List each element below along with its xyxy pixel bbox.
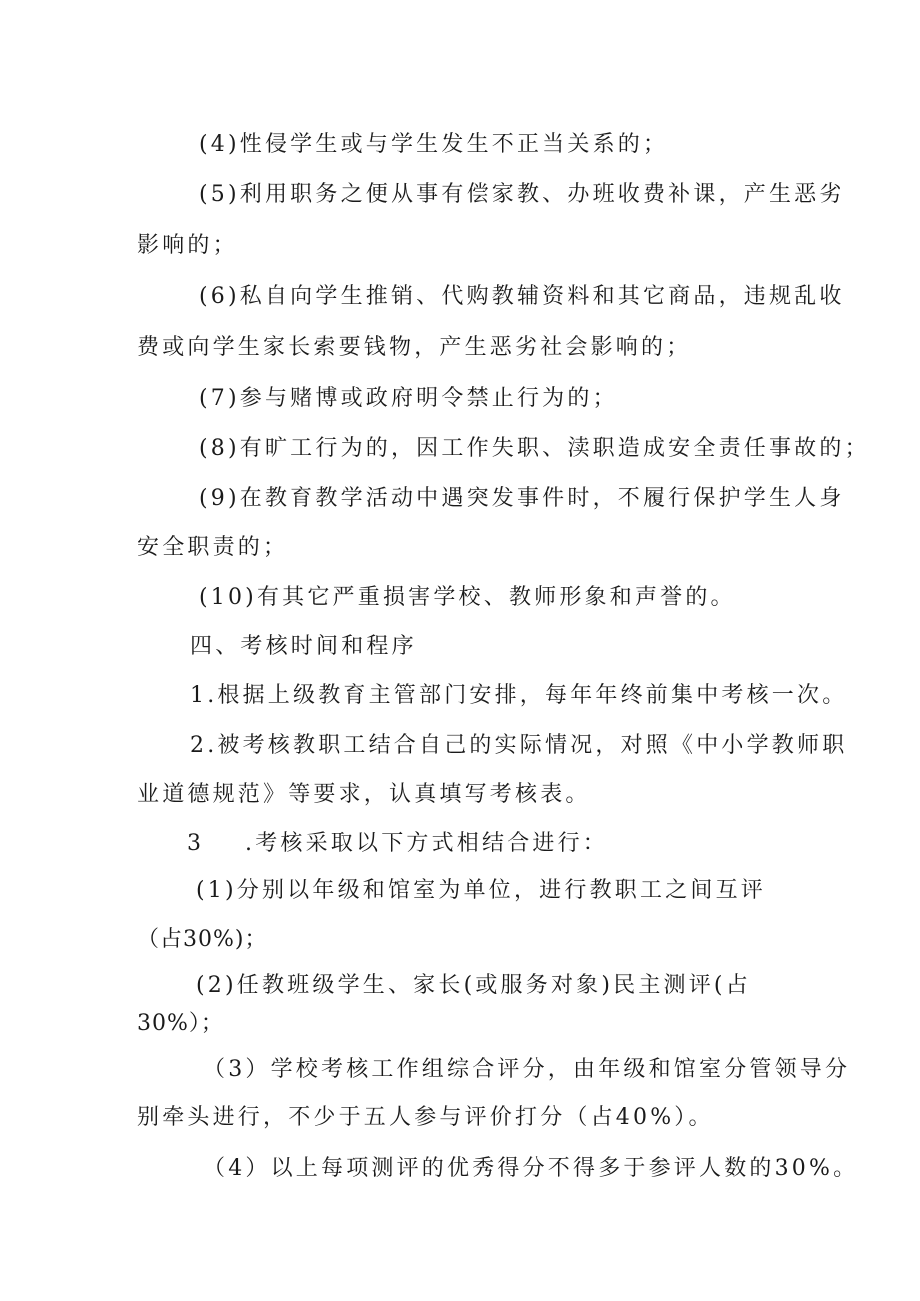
text-line: (8)有旷工行为的，因工作失职、渎职造成安全责任事故的； [199,436,870,461]
text-line: .考核采取以下方式相结合进行： [245,831,608,856]
text-line: 影响的； [137,233,238,258]
text-line: （3）学校考核工作组综合评分，由年级和馆室分管领导分 [203,1057,851,1082]
text-line: 安全职责的； [137,535,289,560]
text-line: (4)性侵学生或与学生发生不正当关系的； [199,132,669,157]
text-line: 别牵头进行，不少于五人参与评价打分（占40%）。 [137,1105,714,1130]
text-line: (2)任教班级学生、家长(或服务对象)民主测评(占 [196,973,751,998]
text-line: 业道德规范》等要求，认真填写考核表。 [137,782,591,807]
list-number: 3 [187,831,205,856]
text-line: 1.根据上级教育主管部门安排，每年年终前集中考核一次。 [190,683,848,708]
section-heading: 四、考核时间和程序 [190,634,417,659]
text-line: （4）以上每项测评的优秀得分不得多于参评人数的30%。 [203,1156,859,1181]
text-line: (1)分别以年级和馆室为单位，进行教职工之间互评 [196,878,766,903]
text-line: 费或向学生家长索要钱物，产生恶劣社会影响的； [137,335,692,360]
text-line: 2.被考核教职工结合自己的实际情况，对照《中小学教师职 [190,733,848,758]
text-line: (6)私自向学生推销、代购教辅资料和其它商品，违规乱收 [199,284,845,309]
text-line: (7)参与赌博或政府明令禁止行为的； [199,386,618,411]
text-line: （占30%)； [137,927,268,952]
text-line: (5)利用职务之便从事有偿家教、办班收费补课，产生恶劣 [199,182,845,207]
text-line: (10)有其它严重损害学校、教师形象和声誉的。 [199,585,736,610]
text-line: 30%）； [137,1011,224,1036]
text-line: (9)在教育教学活动中遇突发事件时，不履行保护学生人身 [199,486,845,511]
